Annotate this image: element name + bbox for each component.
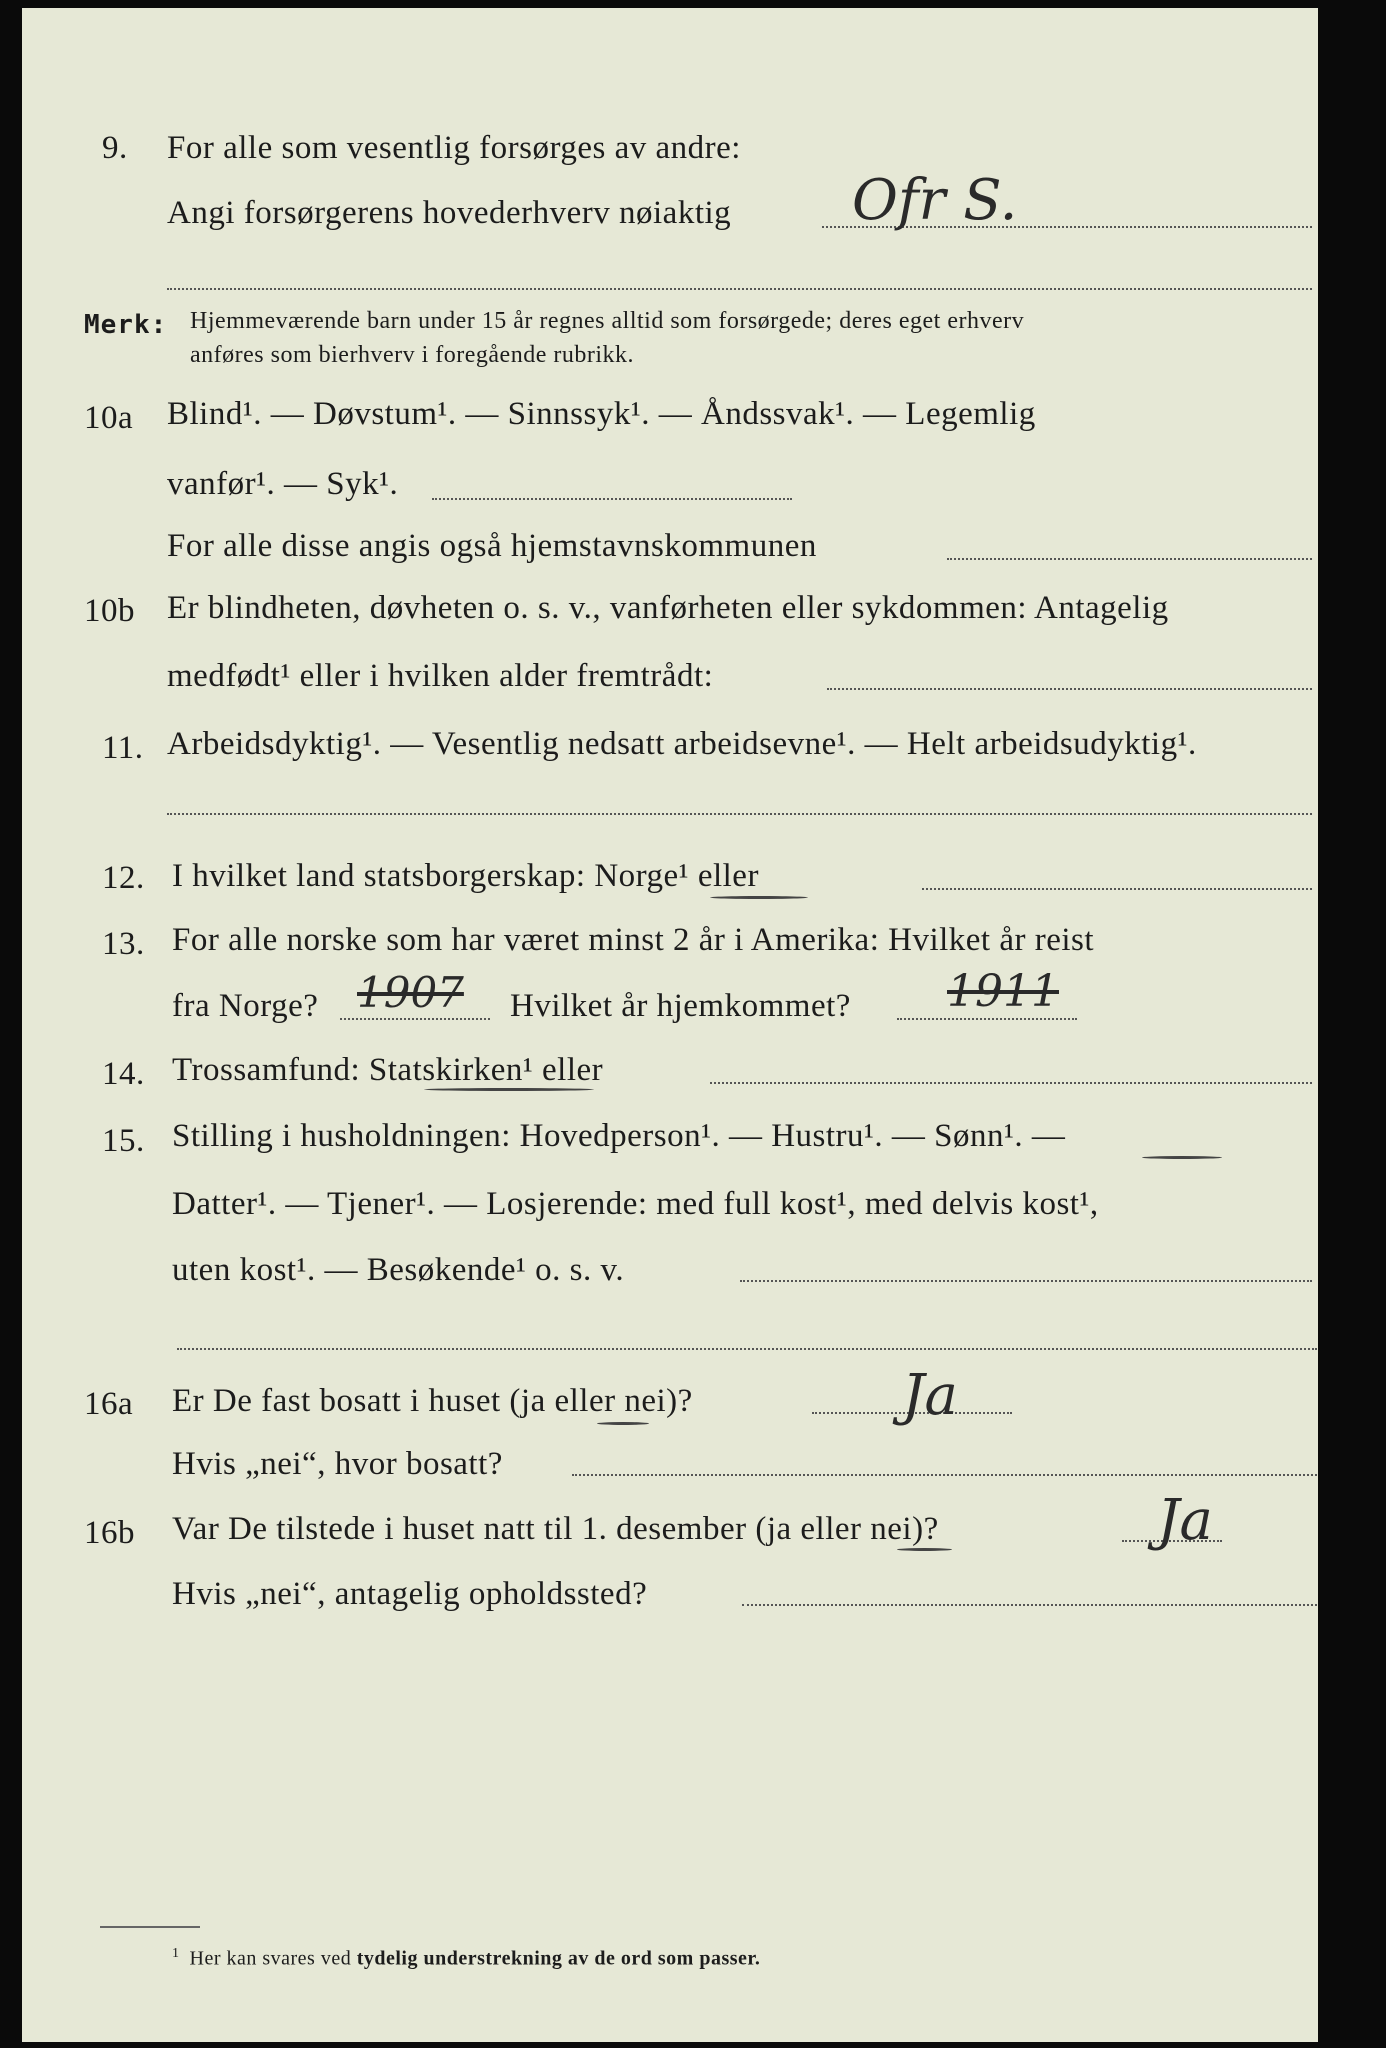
q13-reist-answer-line	[340, 1018, 490, 1020]
q15-number: 15.	[102, 1123, 145, 1159]
q10a-answer-line	[432, 498, 792, 500]
q15-line1: Stilling i husholdningen: Hovedperson¹. — Hustru¹. — Sønn¹. —	[172, 1118, 1066, 1154]
q16b-number: 16b	[84, 1515, 135, 1551]
q15-line2: Datter¹. — Tjener¹. — Losjerende: med full kost¹, med delvis kost¹,	[172, 1186, 1099, 1222]
q13-line2-reist: fra Norge?	[172, 988, 319, 1024]
q16a-number: 16a	[84, 1386, 134, 1422]
merk-line1: Hjemmeværende barn under 15 år regnes alltid som forsørgede; deres eget erhverv	[190, 308, 1025, 334]
scan-edge	[1318, 8, 1344, 2042]
footnote-marker: 1	[172, 1946, 180, 1961]
footnote-rule	[100, 1926, 200, 1928]
q13-handwritten-year-left: 1907	[357, 968, 464, 1017]
q9-line1: For alle som vesentlig forsørges av andre:	[167, 130, 741, 166]
q12-norge-underline	[710, 896, 808, 899]
q14-statskirken-underline	[424, 1088, 594, 1091]
q10a-line1: Blind¹. — Døvstum¹. — Sinnssyk¹. — Åndssvak¹. — Legemlig	[167, 396, 1036, 432]
q12-line1: I hvilket land statsborgerskap: Norge¹ eller	[172, 858, 759, 894]
q10a-line2: vanfør¹. — Syk¹.	[167, 466, 399, 502]
q11-answer-line	[167, 813, 1312, 815]
census-form-page	[22, 8, 1344, 2042]
q14-answer-line	[710, 1082, 1312, 1084]
q13-line2-hjemkommet: Hvilket år hjemkommet?	[510, 988, 851, 1024]
footnote-text-start: Her kan svares ved	[189, 1947, 352, 1970]
q16a-line2: Hvis „nei“, hvor bosatt?	[172, 1446, 503, 1482]
q16b-ja-underline	[897, 1548, 952, 1551]
q15-line3: uten kost¹. — Besøkende¹ o. s. v.	[172, 1252, 625, 1288]
merk-label: Merk:	[84, 310, 168, 340]
footnote	[172, 1946, 760, 1971]
q16a-line1: Er De fast bosatt i huset (ja eller nei)?	[172, 1383, 693, 1419]
q16a-bosatt-line	[572, 1474, 1317, 1476]
q13-hjemkommet-answer-line	[897, 1018, 1077, 1020]
q9-line2: Angi forsørgerens hovederhverv nøiaktig	[167, 195, 732, 231]
merk-line2: anføres som bierhverv i foregående rubrikk.	[190, 342, 635, 368]
q16b-opholdssted-line	[742, 1604, 1317, 1606]
q13-line1: For alle norske som har været minst 2 år i Amerika: Hvilket år reist	[172, 922, 1095, 958]
q13-number: 13.	[102, 926, 145, 962]
q11-line1: Arbeidsdyktig¹. — Vesentlig nedsatt arbeidsevne¹. — Helt arbeidsudyktig¹.	[167, 726, 1197, 762]
q16b-handwritten-answer: Ja	[1157, 1488, 1213, 1553]
q15-answer-line-2	[177, 1348, 1317, 1350]
q10b-line1: Er blindheten, døvheten o. s. v., vanførheten eller sykdommen: Antagelig	[167, 590, 1169, 626]
q16b-line1: Var De tilstede i huset natt til 1. desember (ja eller nei)?	[172, 1511, 939, 1547]
q12-number: 12.	[102, 860, 145, 896]
q10b-line2: medfødt¹ eller i hvilken alder fremtrådt:	[167, 658, 714, 694]
q10b-number: 10b	[84, 593, 135, 629]
q10b-answer-line	[827, 688, 1312, 690]
q16b-line2: Hvis „nei“, antagelig opholdssted?	[172, 1576, 648, 1612]
q10a-number: 10a	[84, 400, 134, 436]
q14-line1: Trossamfund: Statskirken¹ eller	[172, 1052, 604, 1088]
q15-sonn-underline	[1142, 1156, 1222, 1159]
q16a-handwritten-answer: Ja	[902, 1363, 958, 1428]
q14-number: 14.	[102, 1056, 145, 1092]
q15-answer-line	[740, 1280, 1312, 1282]
q9-answer-line-2	[167, 288, 1312, 290]
q13-handwritten-year-right: 1911	[947, 966, 1059, 1017]
q12-answer-line	[922, 888, 1312, 890]
q9-number: 9.	[102, 130, 128, 166]
q10a-line3: For alle disse angis også hjemstavnskommunen	[167, 528, 817, 564]
q10a-hjemstavn-line	[947, 558, 1312, 560]
q16a-ja-underline	[597, 1422, 649, 1425]
footnote-text-bold: tydelig understrekning av de ord som passer.	[356, 1947, 761, 1970]
q9-handwritten-answer: Ofr S.	[852, 168, 1018, 233]
q11-number: 11.	[102, 730, 144, 766]
